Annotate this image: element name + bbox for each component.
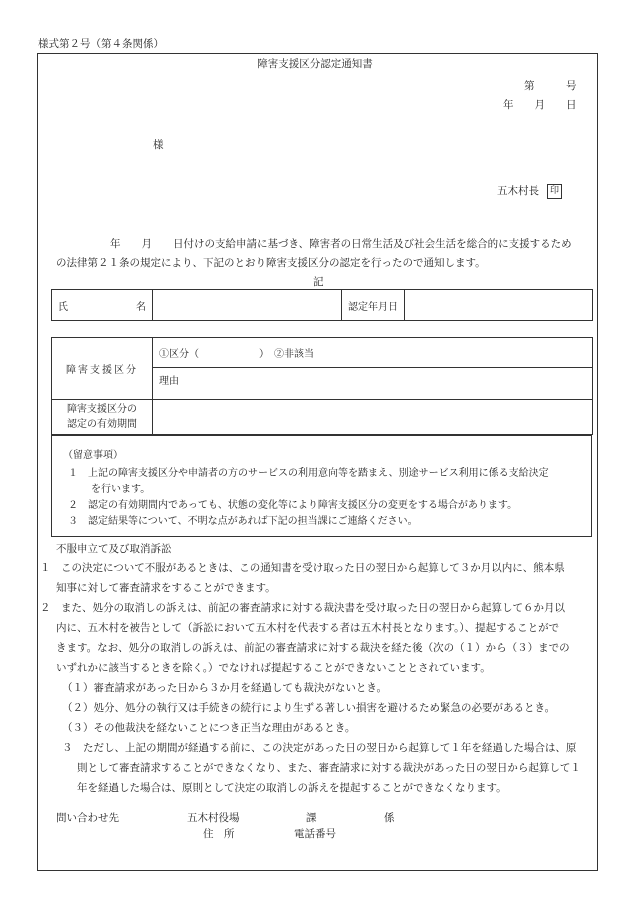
issuer-name: 五木村長 [497,185,539,197]
contact-label: 問い合わせ先 [56,812,119,824]
appeal-heading: 不服申立て及び取消訴訟 [56,543,172,555]
addressee-suffix: 様 [153,139,164,151]
appeal-p3-line-1: ３ ただし、上記の期間が経過する前に、この決定があった日の翌日から起算して１年を経過した場合は、原 [62,742,577,754]
note-item-3: ３ 認定結果等について、不明な点があれば下記の担当課にご連絡ください。 [68,516,418,527]
note-item-2: ２ 認定の有効期間内であっても、状態の変化等により障害支援区分の変更をする場合があります。 [68,500,518,511]
contact-office: 五木村役場 [187,812,240,824]
reason-cell[interactable]: 理由 [153,368,593,400]
recipient-table [51,289,593,321]
date-line: 年 月 日 [503,99,577,111]
appeal-p1-line-2: 知事に対して審査請求をすることができます。 [56,582,276,594]
appeal-sub-2: （２）処分、処分の執行又は手続きの続行により生ずる著しい損害を避けるため緊急の必要があるとき。 [62,702,556,714]
name-label-2: 名 [136,301,146,313]
category-table [51,337,593,435]
seal-mark: 印 [547,184,562,199]
appeal-p3-line-3: 年を経過した場合は、原則として決定の取消しの訴えを提起することができなくなります。 [77,782,507,794]
contact-address-label: 住 所 [203,828,235,840]
name-label-1: 氏 [58,301,68,313]
appeal-p2-line-4: いずれかに該当するときを除く。）でなければ提起することができないこととされています。 [56,662,491,674]
contact-kakari: 係 [384,812,395,824]
note-item-1-cont: を行います。 [91,484,151,495]
intro-line-1: 年 月 日付けの支給申請に基づき、障害者の日常生活及び社会生活を総合的に支援するため [110,238,572,250]
category-label-cell: 障害支援区分 [52,338,153,400]
appeal-p2-line-1: ２ また、処分の取消しの訴えは、前記の審査請求に対する裁決書を受け取った日の翌日から起算して６か月以 [40,602,565,614]
validity-value-cell[interactable] [153,400,593,435]
number-line: 第 号 [524,80,577,92]
appeal-p2-line-2: 内に、五木村を被告として（訴訟において五木村を代表する者は五木村長となります。）、提起することがで [56,622,560,634]
validity-label-cell [52,400,153,435]
contact-phone-label: 電話番号 [294,828,336,840]
notes-heading: （留意事項） [63,450,123,461]
date-value-cell[interactable] [405,290,593,321]
note-item-1: １ 上記の障害支援区分や申請者の方のサービスの利用意向等を踏まえ、別途サービス利用に係る支給決定 [68,468,549,479]
name-value-cell[interactable] [153,290,342,321]
form-number: 様式第２号（第４条関係） [38,38,164,50]
category-option-cell[interactable]: ①区分（ ） ②非該当 [153,338,593,368]
contact-ka: 課 [306,812,317,824]
validity-label-1: 障害支援区分の [67,404,137,415]
appeal-sub-3: （３）その他裁決を経ないことにつき正当な理由があるとき。 [62,722,356,734]
issuer [497,183,562,199]
appeal-p3-line-2: 則として審査請求することができなくなり、また、審査請求に対する裁決があった日の翌日から起算して１ [77,762,581,774]
name-label-cell [52,290,153,321]
appeal-p1-line-1: １ この決定について不服があるときは、この通知書を受け取った日の翌日から起算して３か月以内に、熊本県 [40,562,565,574]
appeal-sub-1: （１）審査請求があった日から３か月を経過しても裁決がないとき。 [62,682,387,694]
validity-label-2: 認定の有効期間 [67,419,137,430]
document-title: 障害支援区分認定通知書 [257,58,373,70]
appeal-p2-line-3: きます。なお、処分の取消しの訴えは、前記の審査請求に対する裁決を経た後（次の（１）から（３）までの [56,642,570,654]
intro-line-2: の法律第２１条の規定により、下記のとおり障害支援区分の認定を行ったので通知します。 [56,257,486,269]
ki-mark: 記 [313,276,324,288]
date-label-cell: 認定年月日 [342,290,405,321]
